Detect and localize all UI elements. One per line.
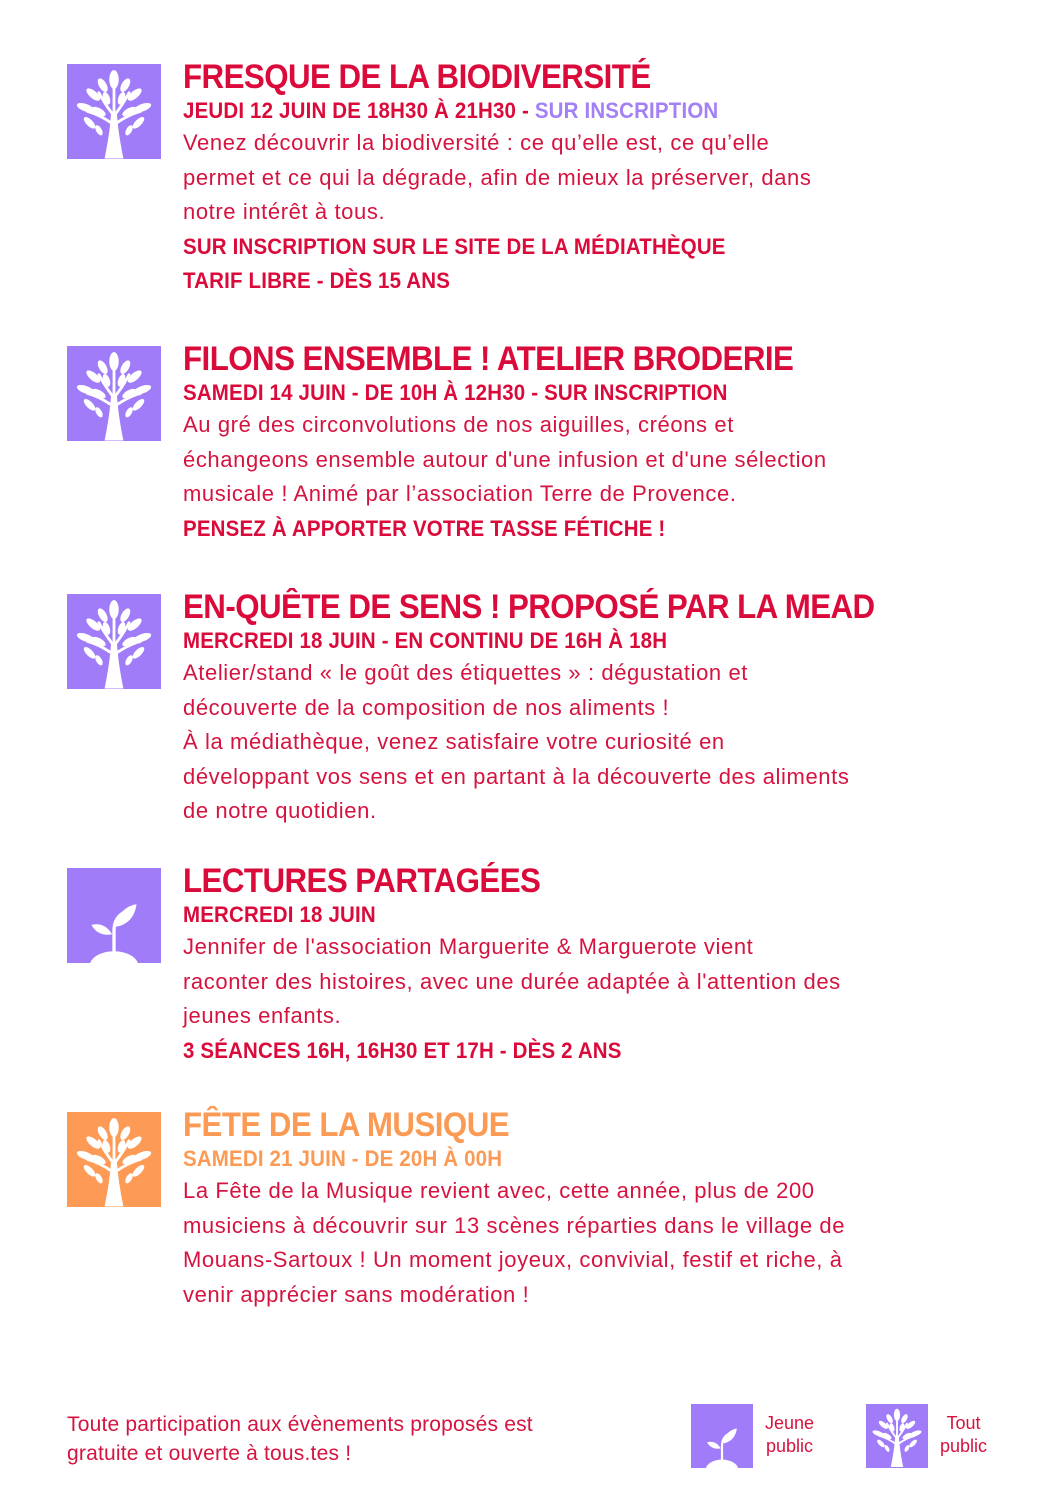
registration-badge: SUR INSCRIPTION <box>534 98 719 123</box>
tree-icon <box>67 594 161 689</box>
event-description-line: musicale ! Animé par l’association Terre de Provence. <box>183 481 737 506</box>
event-note: PENSEZ À APPORTER VOTRE TASSE FÉTICHE ! <box>183 515 666 541</box>
event-description-line: Au gré des circonvolutions de nos aiguilles, créons et <box>183 412 734 437</box>
event-description-line: Mouans-Sartoux ! Un moment joyeux, convivial, festif et riche, à <box>183 1247 843 1272</box>
event-description-line: raconter des histoires, avec une durée adaptée à l'attention des <box>183 968 841 994</box>
event-note: TARIF LIBRE - DÈS 15 ANS <box>183 268 451 293</box>
event-schedule: JEUDI 12 JUIN DE 18H30 À 21H30 - SUR INSCRIPTION <box>183 98 719 123</box>
event-description-line: Atelier/stand « le goût des étiquettes » : dégustation et <box>183 660 749 685</box>
event-title: EN-QUÊTE DE SENS ! PROPOSÉ PAR LA MEAD <box>183 588 875 626</box>
event-title: LECTURES PARTAGÉES <box>183 862 541 900</box>
event-schedule: SAMEDI 14 JUIN - DE 10H À 12H30 - SUR INSCRIPTION <box>183 380 728 405</box>
event-description-line: Venez découvrir la biodiversité : ce qu’elle est, ce qu’elle <box>183 130 770 155</box>
event-title: FRESQUE DE LA BIODIVERSITÉ <box>183 58 651 96</box>
event-description-line: La Fête de la Musique revient avec, cette année, plus de 200 <box>183 1178 815 1203</box>
event-schedule: MERCREDI 18 JUIN <box>183 902 376 927</box>
event-description-line: musiciens à découvrir sur 13 scènes réparties dans le village de <box>183 1212 846 1238</box>
event-description-line: À la médiathèque, venez satisfaire votre curiosité en <box>183 729 725 754</box>
sprout-icon <box>67 868 161 963</box>
participation-note: Toute participation aux évènements proposés est gratuite et ouverte à tous.tes ! <box>67 1413 533 1465</box>
event-title: FÊTE DE LA MUSIQUE <box>183 1106 510 1144</box>
event-schedule: MERCREDI 18 JUIN - EN CONTINU DE 16H À 18H <box>183 628 668 653</box>
event-fete-de-la-musique <box>67 1106 1027 1322</box>
event-filons-ensemble <box>67 340 1027 546</box>
legend-label: Jeune public <box>765 1413 815 1456</box>
tree-icon <box>67 1112 161 1207</box>
event-lectures-partagees <box>67 862 1027 1078</box>
sprout-icon <box>691 1404 753 1468</box>
tree-icon <box>67 346 161 441</box>
event-description-line: découverte de la composition de nos aliments ! <box>183 694 670 720</box>
tree-icon <box>67 64 161 159</box>
event-description-line: notre intérêt à tous. <box>183 199 386 224</box>
event-en-quete-de-sens <box>67 588 1027 834</box>
event-description-line: Jennifer de l'association Marguerite & Marguerote vient <box>183 934 754 959</box>
event-description-line: permet et ce qui la dégrade, afin de mieux la préserver, dans <box>183 164 812 190</box>
event-note: SUR INSCRIPTION SUR LE SITE DE LA MÉDIATHÈQUE <box>183 233 726 259</box>
event-description-line: venir apprécier sans modération ! <box>183 1281 530 1307</box>
event-fresque-biodiversite <box>67 58 1027 304</box>
tree-icon <box>866 1404 928 1468</box>
event-schedule: SAMEDI 21 JUIN - DE 20H À 00H <box>183 1146 503 1171</box>
legend-jeune-public <box>691 1404 814 1468</box>
event-note: 3 SÉANCES 16H, 16H30 ET 17H - DÈS 2 ANS <box>183 1037 622 1063</box>
event-description-line: développant vos sens et en partant à la découverte des aliments <box>183 763 850 789</box>
legend-label: Tout public <box>940 1413 988 1456</box>
event-description-line: de notre quotidien. <box>183 798 377 823</box>
event-description-line: échangeons ensemble autour d'une infusion et d'une sélection <box>183 446 827 472</box>
legend-tout-public <box>866 1404 987 1468</box>
event-title: FILONS ENSEMBLE ! ATELIER BRODERIE <box>183 340 794 378</box>
event-description-line: jeunes enfants. <box>183 1003 342 1028</box>
